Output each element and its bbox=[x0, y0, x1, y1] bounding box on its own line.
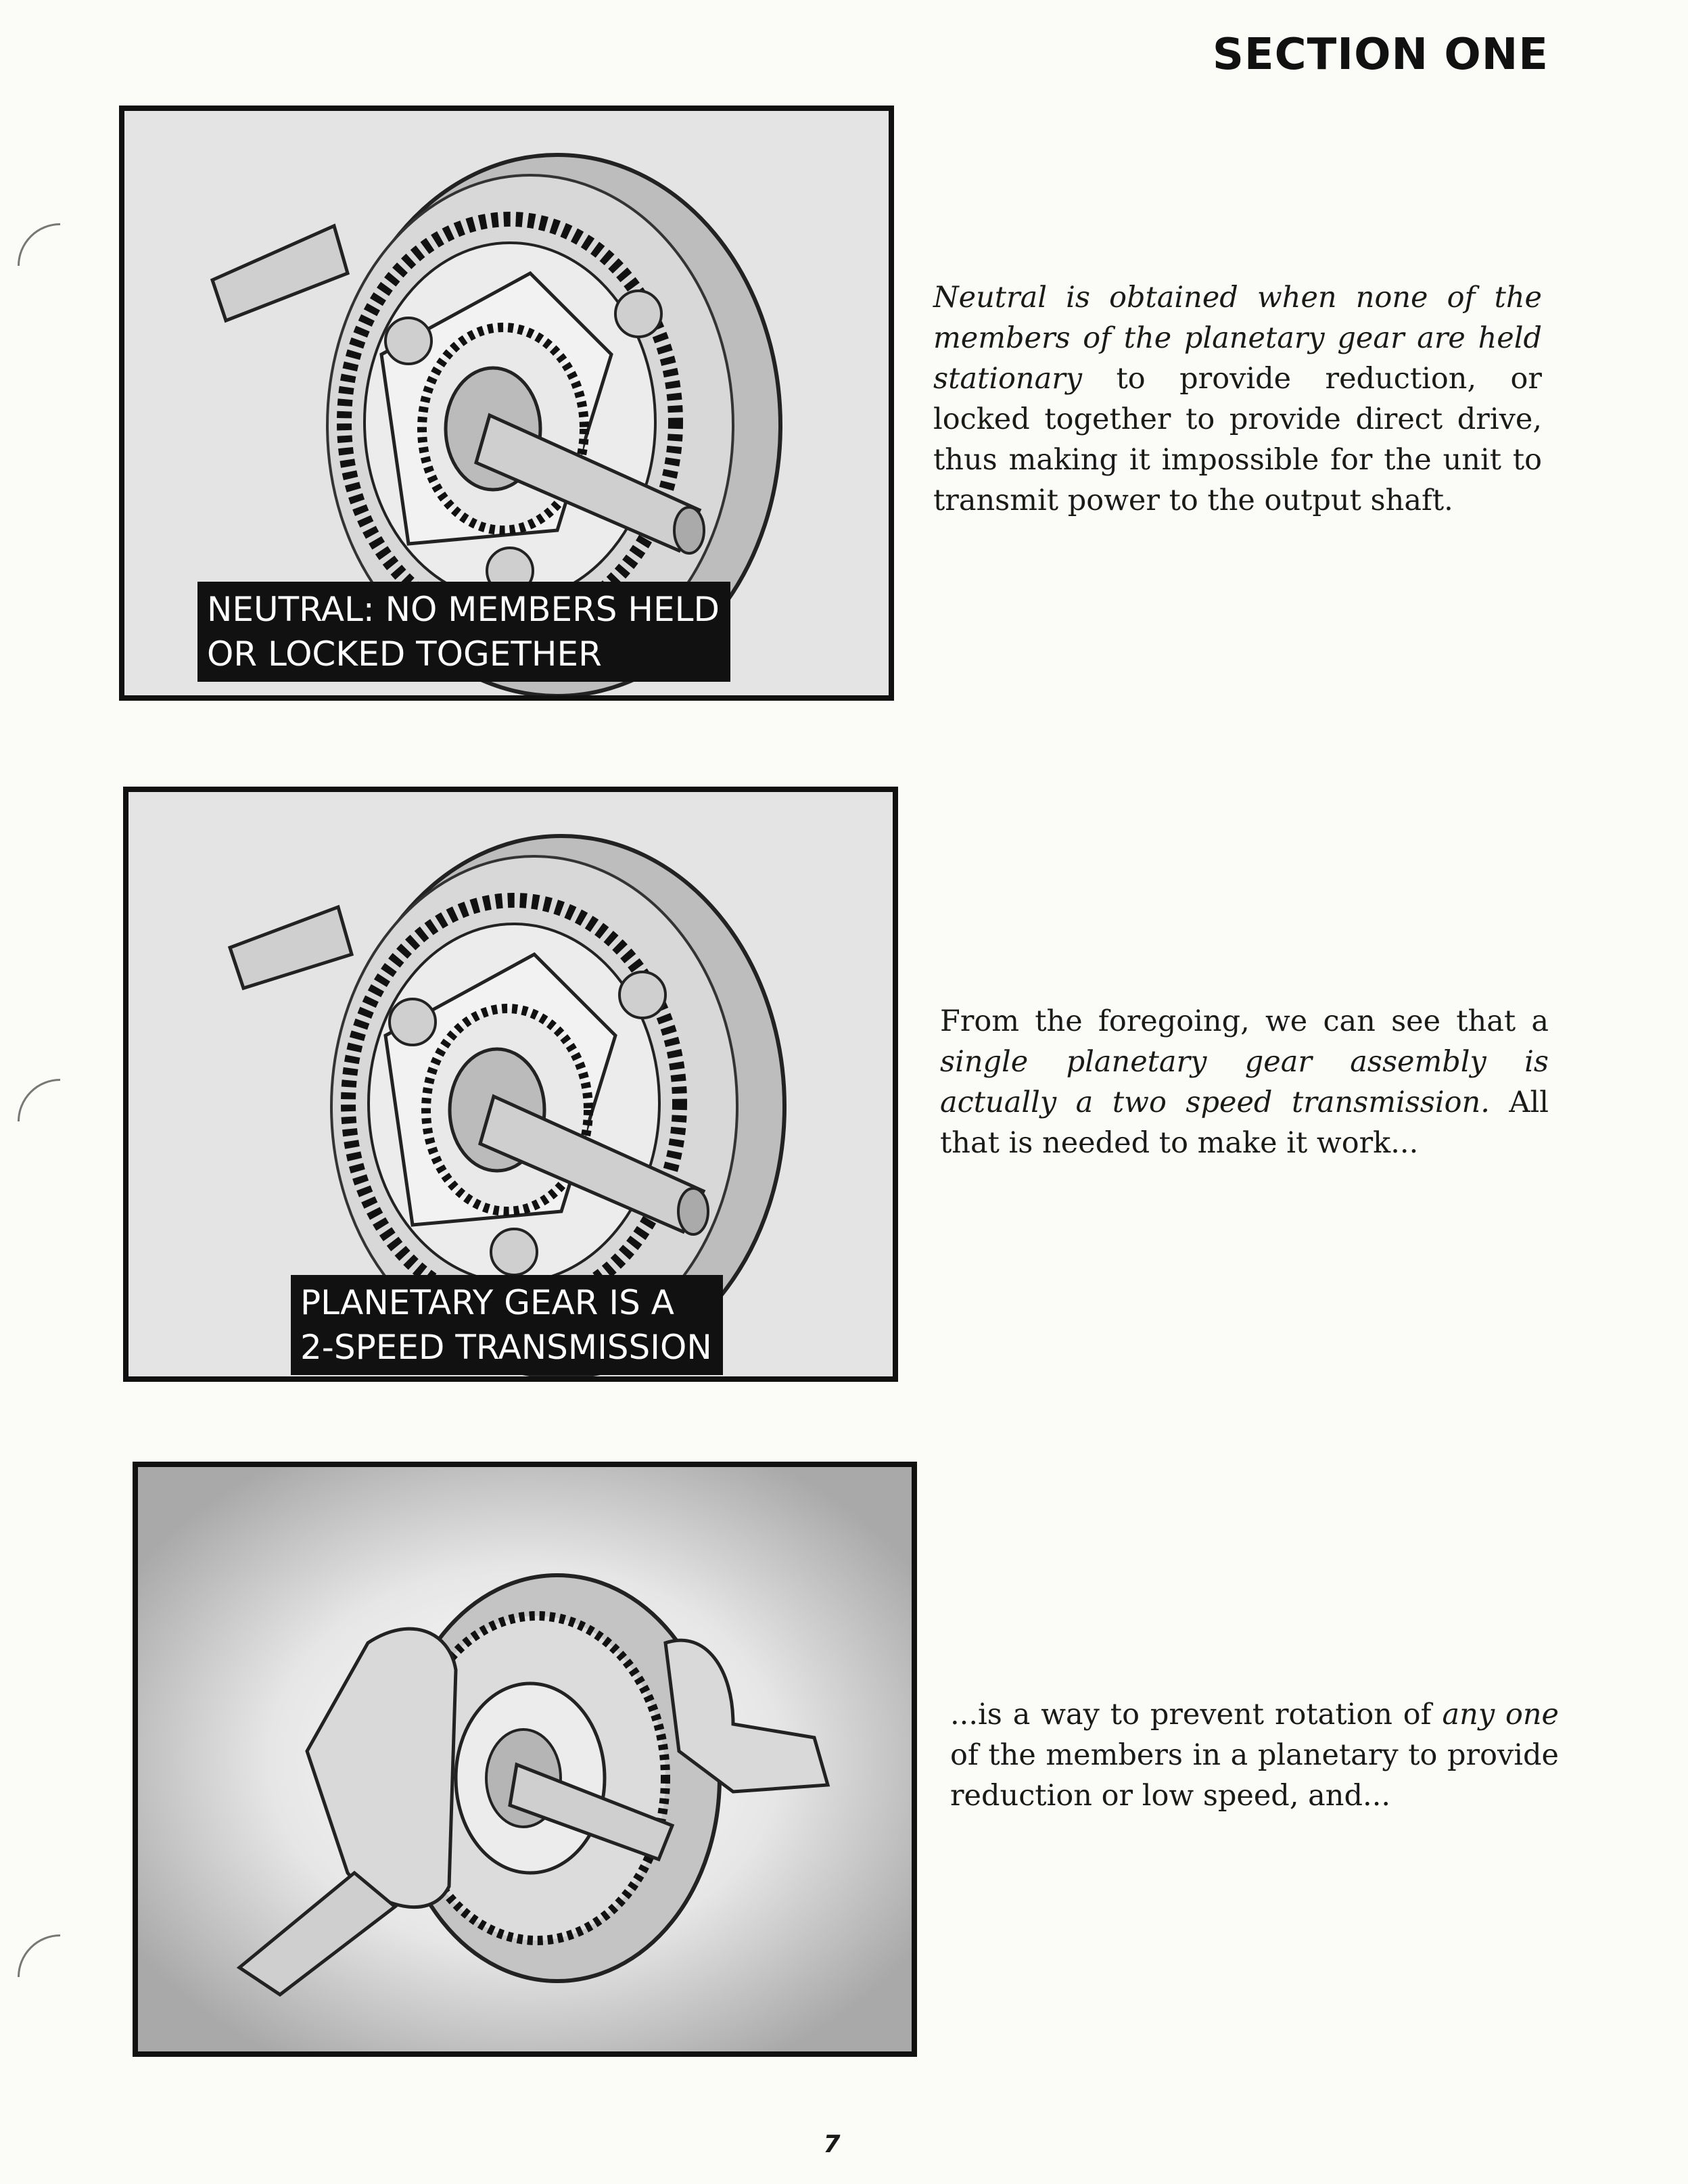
body-text: ...is a way to prevent rotation of bbox=[950, 1698, 1443, 1732]
body-text: to provide reduction, or locked together to provide direct drive, thus making it impossible for the unit to transmit power to the output shaft. bbox=[933, 362, 1542, 517]
paragraph-two-speed bbox=[940, 1001, 1549, 1163]
figure-two-speed bbox=[123, 787, 898, 1382]
body-text: From the foregoing, we can see that a bbox=[940, 1004, 1549, 1038]
figure-neutral bbox=[119, 106, 894, 701]
caption-line: PLANETARY GEAR IS A bbox=[300, 1283, 674, 1322]
section-title: SECTION ONE bbox=[1212, 30, 1549, 80]
page-number: 7 bbox=[823, 2131, 841, 2158]
punch-hole-mark bbox=[18, 1079, 103, 1164]
caption-line: 2-SPEED TRANSMISSION bbox=[300, 1328, 712, 1367]
emphasized-text: single planetary gear assembly is actually a two speed transmission. bbox=[940, 1045, 1549, 1119]
caption-line: OR LOCKED TOGETHER bbox=[207, 634, 602, 674]
caption-line: NEUTRAL: NO MEMBERS HELD bbox=[207, 590, 720, 629]
paragraph-neutral bbox=[933, 277, 1542, 521]
emphasized-text: Neutral is obtained when none of the members of the planetary gear are held stationary bbox=[933, 281, 1542, 396]
punch-hole-mark bbox=[18, 1934, 103, 2020]
body-text: All that is needed to make it work... bbox=[940, 1086, 1549, 1160]
body-text: of the members in a planetary to provide reduction or low speed, and... bbox=[950, 1738, 1559, 1813]
figure-hands-holding-gear bbox=[133, 1462, 917, 2057]
figure-caption bbox=[197, 582, 730, 682]
punch-hole-mark bbox=[18, 223, 103, 308]
paragraph-hold-member bbox=[950, 1694, 1559, 1816]
hands-holding-planetary-illustration bbox=[138, 1467, 912, 2051]
figure-caption bbox=[291, 1275, 723, 1375]
emphasized-text: any one bbox=[1442, 1698, 1560, 1732]
